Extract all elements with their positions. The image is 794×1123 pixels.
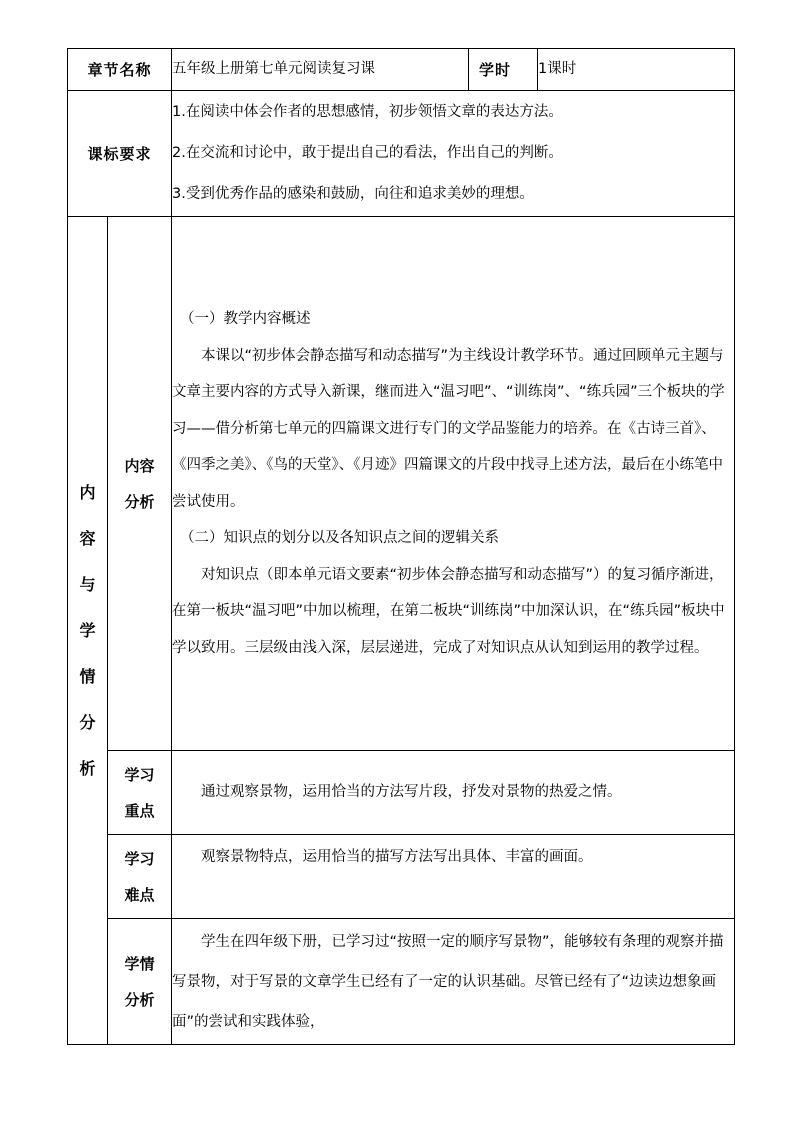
vertical-char: 容 xyxy=(79,528,96,548)
content-analysis-label: 内容 分析 xyxy=(108,217,172,751)
vertical-char: 内 xyxy=(79,482,96,502)
difficulties-label: 学习 难点 xyxy=(108,835,172,919)
standard-item: 1.在阅读中体会作者的思想感情，初步领悟文章的表达方法。 xyxy=(172,104,563,120)
standard-item: 3.受到优秀作品的感染和鼓励，向往和追求美妙的理想。 xyxy=(172,186,534,202)
standards-list xyxy=(172,91,735,217)
difficulties-row xyxy=(68,835,735,919)
key-points-label: 学习 重点 xyxy=(108,751,172,835)
heading-knowledge-points: （二）知识点的划分以及各知识点之间的逻辑关系 xyxy=(180,530,500,546)
student-analysis-text: 学生在四年级下册，已学习过“按照一定的顺序写景物”，能够较有条理的观察并描写景物，对于写景的文章学生已经有了一定的认识基础。尽管已经有了“边读边想象画面”的尝试和实践体验， xyxy=(172,919,735,1045)
student-analysis-row xyxy=(68,919,735,1045)
heading-overview: （一）教学内容概述 xyxy=(180,311,311,327)
vertical-char: 析 xyxy=(79,758,96,778)
chapter-label: 章节名称 xyxy=(68,49,172,91)
hours-label: 学时 xyxy=(469,49,538,91)
paragraph-knowledge-points: 对知识点（即本单元语文要素“初步体会静态描写和动态描写”）的复习循序渐进，在第一板块“温习吧”中加以梳理，在第二板块“训练岗”中加深认识，在“练兵园”板块中学以致用。三层级由浅入深，层层递进，完成了对知识点从认知到运用的教学过程。 xyxy=(172,566,725,656)
vertical-char: 分 xyxy=(79,712,96,732)
hours-value: 1课时 xyxy=(538,49,735,91)
section-vertical-label xyxy=(68,217,108,1045)
vertical-char: 学 xyxy=(79,620,96,640)
difficulties-text: 观察景物特点，运用恰当的描写方法写出具体、丰富的画面。 xyxy=(172,835,735,919)
header-row xyxy=(68,49,735,91)
content-analysis-body xyxy=(172,217,735,751)
key-points-row xyxy=(68,751,735,835)
standards-label: 课标要求 xyxy=(68,91,172,217)
content-analysis-row xyxy=(68,217,735,751)
standards-row xyxy=(68,91,735,217)
key-points-text: 通过观察景物，运用恰当的方法写片段，抒发对景物的热爱之情。 xyxy=(172,751,735,835)
paragraph-overview: 本课以“初步体会静态描写和动态描写”为主线设计教学环节。通过回顾单元主题与文章主要内容的方式导入新课，继而进入“温习吧”、“训练岗”、“练兵园”三个板块的学习——借分析第七单元的四篇课文进行专门的文学品鉴能力的培养。在《古诗三首》、《四季之美》、《鸟的天堂》、《月迹》四篇课文的片段中找寻上述方法，最后在小练笔中尝试使用。 xyxy=(172,347,725,510)
vertical-char: 情 xyxy=(79,666,96,686)
vertical-char: 与 xyxy=(79,574,96,594)
student-analysis-label: 学情 分析 xyxy=(108,919,172,1045)
standard-item: 2.在交流和讨论中，敢于提出自己的看法，作出自己的判断。 xyxy=(172,145,563,161)
lesson-plan-table xyxy=(67,48,735,1045)
chapter-value: 五年级上册第七单元阅读复习课 xyxy=(172,49,469,91)
